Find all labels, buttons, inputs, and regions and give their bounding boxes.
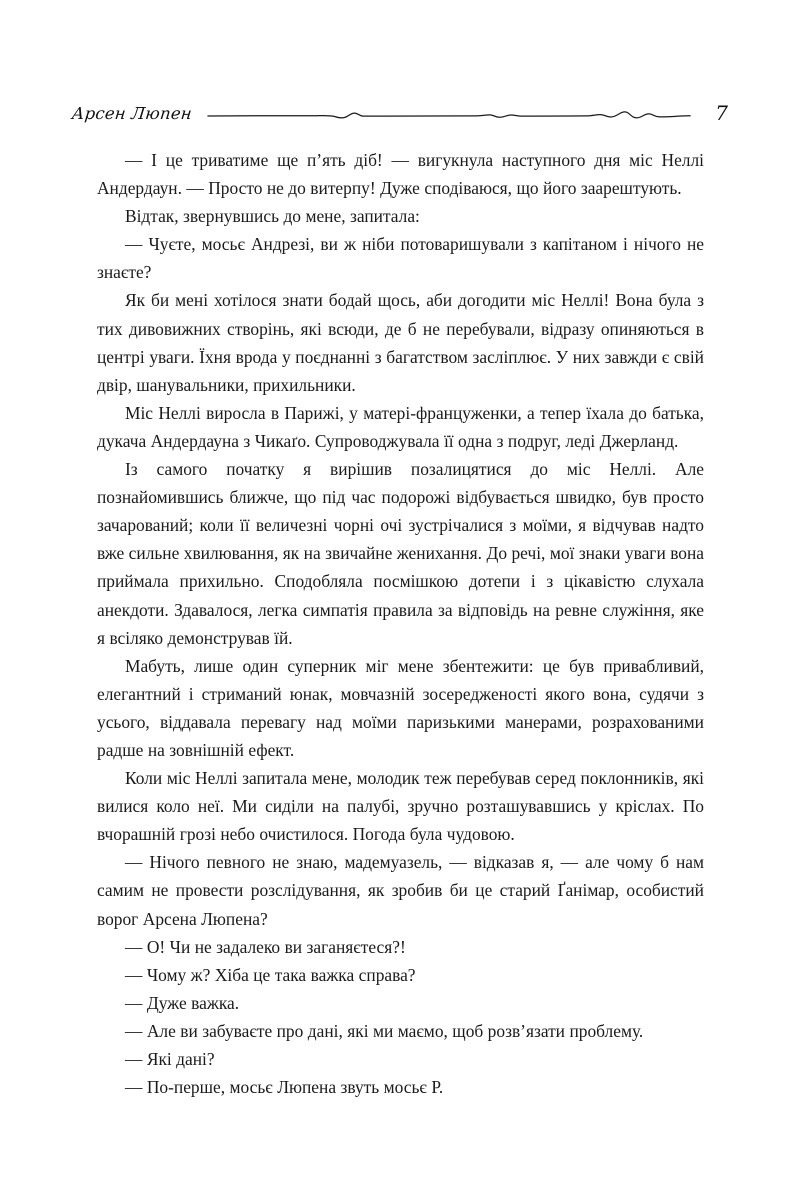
paragraph: Коли міс Неллі запитала мене, молодик теж перебував серед поклонників, які вилися коло неї. Ми сиділи на палубі, зручно розташувавшись у кріслах. По вчорашній грозі небо очистилося. Погода була чудовою. — [97, 768, 704, 845]
paragraph: — Але ви забуваєте про дані, які ми маємо, щоб розв’язати проблему. — [125, 1020, 644, 1041]
paragraph: Як би мені хотілося знати бодай щось, аби догодити міс Неллі! Вона була з тих дивовижних створінь, які всюди, де б не перебували, відразу опиняються в центрі уваги. Їхня врода у поєднанні з багатством засліплює. У них завжди є свій двір, шанувальники, прихильники. — [97, 290, 704, 395]
paragraph: — Нічого певного не знаю, мадемуазель, — відказав я, — але чому б нам самим не провести розслідування, як зробив би це старий Ґанімар, особистий ворог Арсена Люпена? — [97, 852, 704, 929]
running-head-title: Арсен Люпен — [71, 103, 193, 123]
paragraph: — Які дані? — [125, 1049, 215, 1069]
paragraph: Відтак, звернувшись до мене, запитала: — [125, 206, 420, 227]
paragraph: Міс Неллі виросла в Парижі, у матері-француженки, а тепер їхала до батька, дукача Андердауна з Чикаґо. Супроводжувала її одна з подруг, леді Джерланд. — [97, 402, 704, 451]
paragraph: — І це триватиме ще п’ять діб! — вигукнула наступного дня міс Неллі Андердаун. — Просто не до витерпу! Дуже сподіваюся, що його заарештують. — [97, 150, 704, 199]
paragraph: — Чуєте, мосьє Андрезі, ви ж ніби потоваришували з капітаном і нічого не знаєте? — [97, 234, 704, 283]
paragraph: — О! Чи не задалеко ви заганяєтеся?! — [125, 936, 406, 957]
wavy-rule-ornament-icon — [206, 104, 692, 126]
paragraph: Із самого початку я вирішив позалицятися до міс Неллі. Але познайомившись ближче, що під час подорожі відбувається швидко, був просто зачарований; коли її величезні чорні очі зустрічалися з моїми, я відчував надто вже сильне хвилювання, як на звичайне женихання. До речі, мої знаки уваги вона приймала прихильно. Сподобляла посмішкою дотепи і з цікавістю слухала анекдоти. Здавалося, легка симпатія правила за відповідь на ревне служіння, яке я всіляко демонстрував їй. — [97, 459, 705, 648]
paragraph: Мабуть, лише один суперник міг мене збентежити: це був привабливий, елегантний і стриманий юнак, мовчазній зосередженості якого вона, судячи з усього, віддавала перевагу над моїми паризькими манерами, розрахованими радше на зовнішній ефект. — [97, 655, 704, 760]
page-number: 7 — [715, 101, 728, 125]
paragraph: — По-перше, мосьє Люпена звуть мосьє Р. — [125, 1077, 444, 1098]
paragraph: — Чому ж? Хіба це така важка справа? — [125, 964, 416, 985]
running-head — [72, 96, 728, 130]
body-text-block — [97, 146, 704, 1101]
paragraph: — Дуже важка. — [125, 992, 240, 1013]
